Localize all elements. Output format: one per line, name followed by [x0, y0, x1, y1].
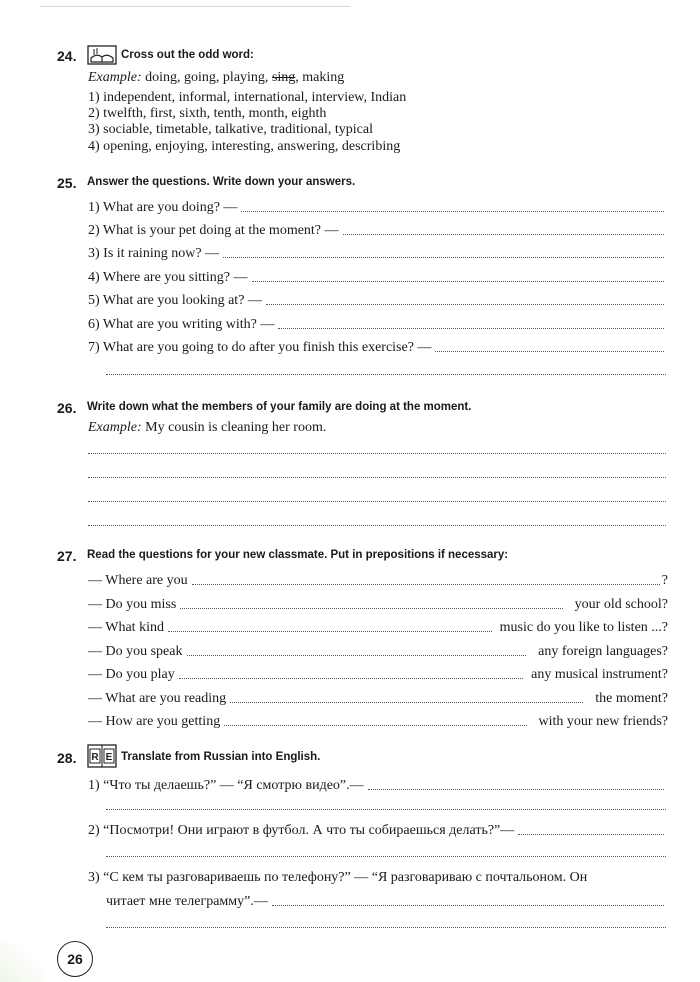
answer-line[interactable]	[343, 223, 664, 235]
question-row	[88, 200, 666, 216]
question-start: — What are you reading	[88, 691, 227, 706]
top-rule	[40, 6, 350, 7]
question-start: — Do you speak	[88, 644, 183, 659]
translation-row	[88, 823, 666, 839]
exercise-27	[57, 548, 672, 568]
question-end: the moment?	[595, 691, 668, 706]
question-start: — Do you miss	[88, 597, 177, 612]
list-item: 4) opening, enjoying, interesting, answering, describing	[88, 139, 401, 154]
question-row	[88, 691, 668, 707]
answer-gap[interactable]	[224, 714, 526, 726]
answer-gap[interactable]	[230, 691, 583, 703]
answer-line[interactable]	[435, 340, 664, 352]
list-item: 3) sociable, timetable, talkative, traditional, typical	[88, 122, 373, 137]
answer-gap[interactable]	[180, 597, 562, 609]
answer-gap[interactable]	[187, 644, 527, 656]
open-book-icon	[87, 45, 117, 70]
question-text: 7) What are you going to do after you finish this exercise? —	[88, 340, 432, 355]
answer-gap[interactable]	[179, 667, 523, 679]
translation-row	[88, 778, 666, 794]
question-end: with your new friends?	[538, 714, 668, 729]
question-row	[88, 340, 666, 356]
corner-shading	[0, 942, 44, 982]
exercise-number: 24.	[57, 48, 77, 64]
answer-line[interactable]	[223, 246, 664, 258]
question-row	[88, 246, 666, 262]
answer-gap[interactable]	[168, 620, 492, 632]
example-tail: , making	[295, 70, 345, 85]
exercise-number: 27.	[57, 548, 77, 564]
exercise-number: 28.	[57, 750, 77, 766]
example-line	[88, 420, 326, 436]
translation-text: читает мне телеграмму”.—	[106, 894, 268, 909]
question-start: — What kind	[88, 620, 164, 635]
example-line	[88, 70, 344, 86]
answer-line[interactable]	[518, 823, 664, 835]
translation-text: 3) “С кем ты разговариваешь по телефону?” — “Я разговариваю с почтальоном. Он	[88, 870, 588, 885]
translation-text: 1) “Что ты делаешь?” — “Я смотрю видео”.—	[88, 778, 364, 793]
question-text: 1) What are you doing? —	[88, 200, 238, 215]
example-text: My cousin is cleaning her room.	[145, 420, 327, 435]
question-row	[88, 597, 668, 613]
question-start: — How are you getting	[88, 714, 221, 729]
exercise-26	[57, 400, 672, 420]
question-row	[88, 573, 668, 589]
answer-line[interactable]	[368, 778, 664, 790]
question-text: 5) What are you looking at? —	[88, 293, 262, 308]
exercise-25	[57, 175, 672, 195]
answer-line[interactable]	[106, 808, 666, 810]
question-end: ?	[661, 573, 668, 588]
exercise-title: Write down what the members of your family are doing at the moment.	[87, 401, 472, 413]
question-row	[88, 620, 668, 636]
translate-icon	[87, 744, 117, 773]
question-row	[88, 667, 668, 683]
question-row	[88, 293, 666, 309]
exercise-title: Answer the questions. Write down your answers.	[87, 176, 356, 188]
question-text: 6) What are you writing with? —	[88, 317, 275, 332]
question-end: your old school?	[574, 597, 668, 612]
exercise-28	[57, 750, 672, 770]
answer-line[interactable]	[278, 317, 664, 329]
svg-text:R: R	[91, 752, 99, 763]
translation-text: 2) “Посмотри! Они играют в футбол. А что ты собираешься делать?”—	[88, 823, 515, 838]
question-start: — Do you play	[88, 667, 175, 682]
question-end: any foreign languages?	[538, 644, 668, 659]
exercise-title: Read the questions for your new classmate. Put in prepositions if necessary:	[87, 549, 509, 561]
exercise-number: 25.	[57, 175, 77, 191]
exercise-title: Cross out the odd word:	[121, 49, 254, 61]
answer-gap[interactable]	[192, 573, 660, 585]
answer-line[interactable]	[106, 373, 666, 375]
list-item: 2) twelfth, first, sixth, tenth, month, eighth	[88, 106, 327, 121]
answer-line[interactable]	[88, 452, 666, 454]
question-end: any musical instrument?	[531, 667, 668, 682]
question-row	[88, 644, 668, 660]
example-label: Example:	[88, 420, 142, 435]
question-text: 3) Is it raining now? —	[88, 246, 220, 261]
answer-line[interactable]	[266, 293, 664, 305]
page-number: 26	[57, 941, 93, 977]
answer-line[interactable]	[88, 500, 666, 502]
answer-line[interactable]	[272, 894, 664, 906]
answer-line[interactable]	[88, 524, 666, 526]
svg-text:E: E	[105, 752, 113, 763]
answer-line[interactable]	[252, 270, 664, 282]
question-row	[88, 317, 666, 333]
example-text: doing, going, playing,	[145, 70, 269, 85]
translation-row	[106, 894, 666, 910]
answer-line[interactable]	[106, 926, 666, 928]
question-start: — Where are you	[88, 573, 188, 588]
answer-line[interactable]	[241, 200, 664, 212]
question-row	[88, 223, 666, 239]
question-text: 4) Where are you sitting? —	[88, 270, 248, 285]
question-row	[88, 270, 666, 286]
answer-line[interactable]	[106, 855, 666, 857]
list-item: 1) independent, informal, international, interview, Indian	[88, 90, 407, 105]
question-end: music do you like to listen ...?	[499, 620, 668, 635]
exercise-24	[57, 48, 672, 68]
example-label: Example:	[88, 70, 142, 85]
answer-line[interactable]	[88, 476, 666, 478]
exercise-title: Translate from Russian into English.	[121, 751, 321, 763]
question-row	[88, 714, 668, 730]
exercise-number: 26.	[57, 400, 77, 416]
struck-word: sing	[271, 70, 296, 85]
question-text: 2) What is your pet doing at the moment? —	[88, 223, 339, 238]
